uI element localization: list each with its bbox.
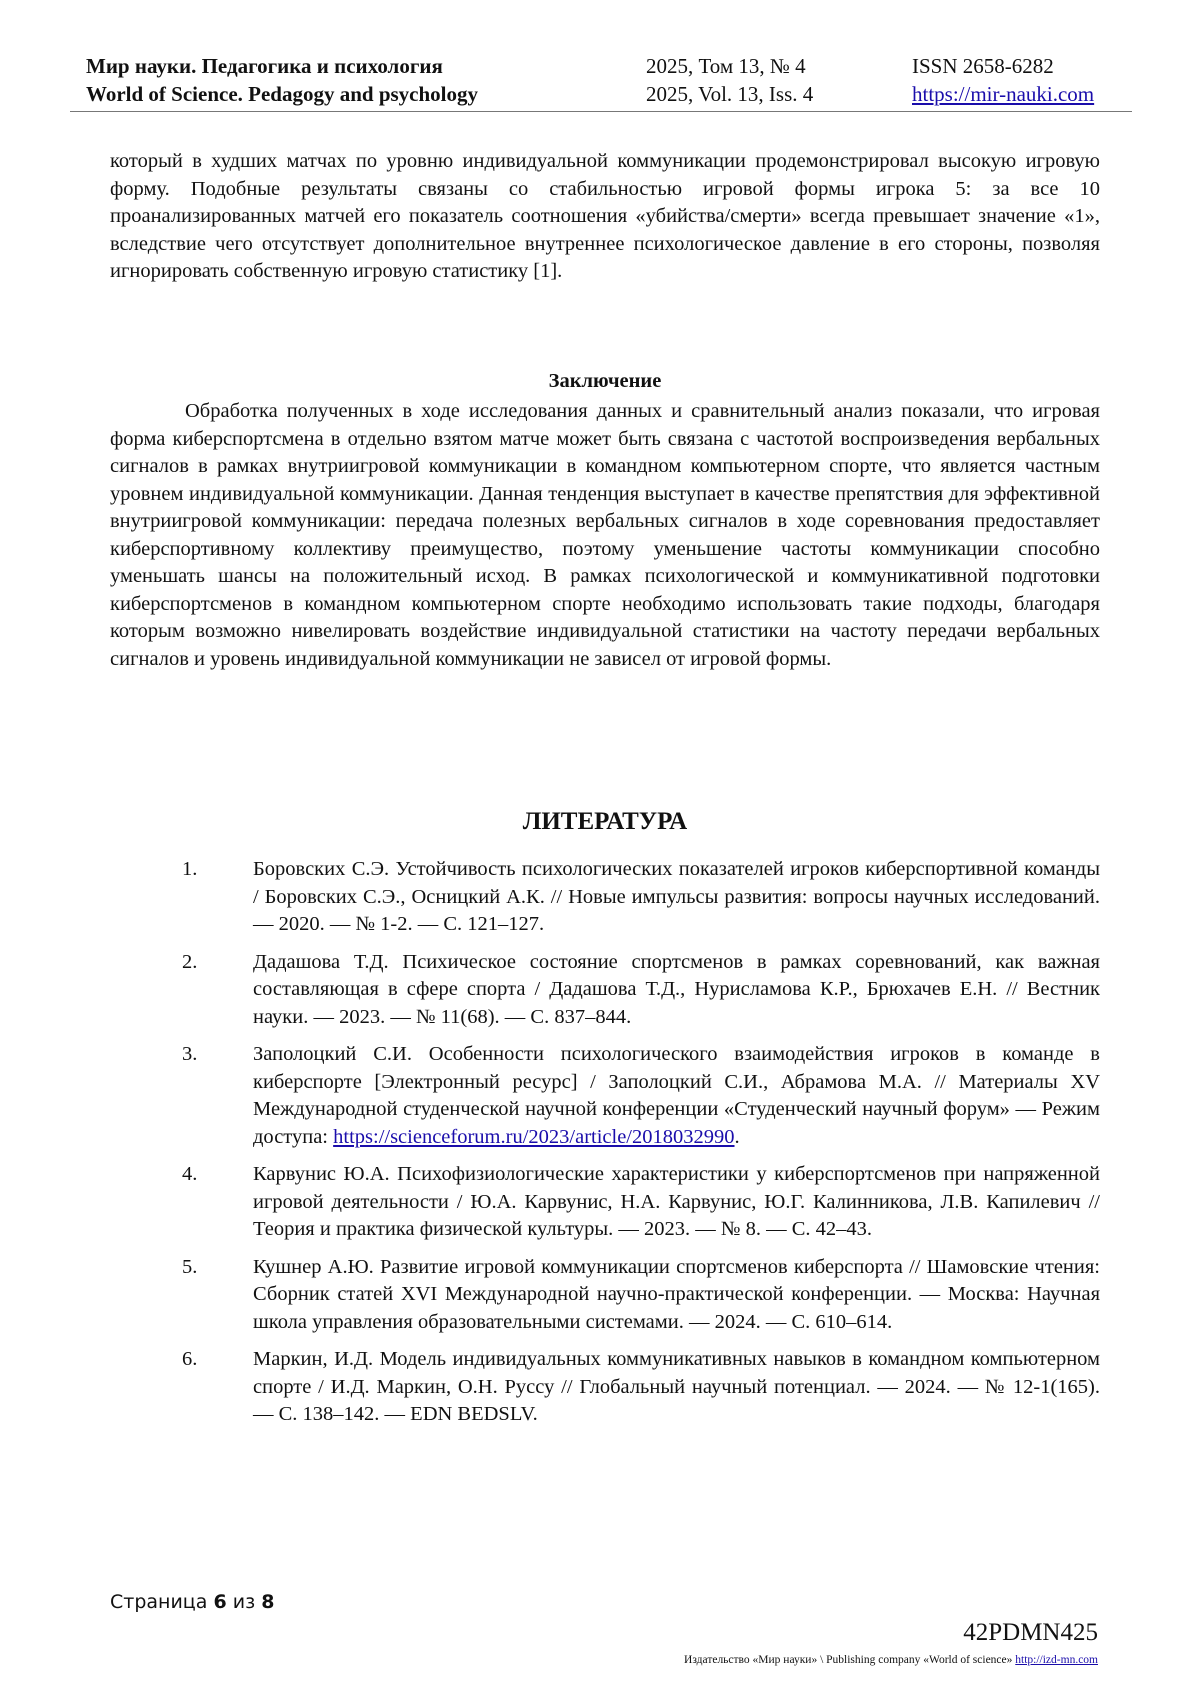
- page-current: 6: [213, 1591, 227, 1613]
- reference-text: Дадашова Т.Д. Психическое состояние спортсменов в рамках соревнований, как важная составляющая в сфере спорта / Дадашова Т.Д., Нурисламова К.Р., Брюхачев Е.Н. // Вестник науки. — 2023. — № 11(68). — С. 837–844.: [253, 950, 1100, 1028]
- journal-header: [86, 52, 1126, 112]
- issn-number: ISSN 2658-6282: [912, 54, 1054, 78]
- reference-item: [110, 949, 1100, 1032]
- publisher-line: [684, 1652, 1098, 1668]
- reference-number: 4.: [182, 1163, 198, 1185]
- article-code: 42PDMN425: [963, 1619, 1098, 1646]
- issn-block: [912, 52, 1094, 108]
- body-paragraph: который в худших матчах по уровню индивидуальной коммуникации продемонстрировал высокую игровую форму. Подобные результаты связаны со стабильностью игровой формы игрока 5: за все 10 проанализированных матчей его показатель соотношения «убийства/смерти» всегда превышает значение «1», вследствие чего отсутствует дополнительное внутреннее психологическое давление в его стороны, позволяя игнорировать собственную игровую статистику [1].: [110, 150, 1100, 282]
- journal-title-en: World of Science. Pedagogy and psychology: [86, 82, 479, 106]
- reference-item: [110, 1346, 1100, 1429]
- conclusion-paragraph: Обработка полученных в ходе исследования данных и сравнительный анализ показали, что игровая форма киберспортсмена в отдельно взятом матче может быть связана с частотой воспроизведения вербальных сигналов в рамках внутриигровой коммуникации в командном компьютерном спорте, что является частным уровнем индивидуальной коммуникации. Данная тенденция выступает в качестве препятствия для эффективной внутриигровой коммуникации: передача полезных вербальных сигналов в ходе соревнования предоставляет киберспортивному коллективу преимущество, поэтому уменьшение частоты коммуникации способно уменьшать шансы на положительный исход. В рамках психологической и коммуникативной подготовки киберспортсменов в командном компьютерном спорте необходимо использовать такие подходы, благодаря которым возможно нивелировать воздействие индивидуальной статистики на частоту передачи вербальных сигналов и уровень индивидуальной коммуникации не зависел от игровой формы.: [110, 400, 1100, 670]
- references-list: [110, 856, 1100, 1439]
- issue-info: [646, 52, 813, 108]
- reference-text: Маркин, И.Д. Модель индивидуальных коммуникативных навыков в командном компьютерном спорте / И.Д. Маркин, О.Н. Руссу // Глобальный научный потенциал. — 2024. — № 12-1(165). — С. 138–142. — EDN BEDSLV.: [253, 1348, 1100, 1425]
- reference-number: 3.: [182, 1043, 198, 1065]
- page-of: из: [232, 1591, 256, 1613]
- reference-item: [110, 856, 1100, 939]
- journal-title-ru: Мир науки. Педагогика и психология: [86, 54, 443, 78]
- reference-suffix: .: [734, 1125, 740, 1148]
- reference-text: Боровских С.Э. Устойчивость психологических показателей игроков киберспортивной команды / Боровских С.Э., Осницкий А.К. // Новые импульсы развития: вопросы научных исследований. — 2020. — № 1-2. — С. 121–127.: [253, 858, 1100, 935]
- journal-title: [86, 52, 478, 108]
- reference-url-link[interactable]: https://scienceforum.ru/2023/article/2018032990: [333, 1125, 735, 1148]
- issue-info-ru: 2025, Том 13, № 4: [646, 54, 806, 78]
- reference-number: 1.: [182, 858, 198, 880]
- page-total: 8: [261, 1591, 275, 1613]
- publisher-text: Издательство «Мир науки» \ Publishing company «World of science»: [684, 1654, 1013, 1666]
- reference-number: 5.: [182, 1255, 198, 1278]
- references-heading: ЛИТЕРАТУРА: [522, 808, 688, 835]
- header-divider: [70, 111, 1132, 112]
- page-label: Страница: [110, 1591, 208, 1613]
- journal-url-link[interactable]: https://mir-nauki.com: [912, 82, 1095, 106]
- reference-item: [110, 1161, 1100, 1244]
- issue-info-en: 2025, Vol. 13, Iss. 4: [646, 82, 814, 106]
- reference-item: [110, 1041, 1100, 1151]
- reference-text: Заполоцкий С.И. Особенности психологического взаимодействия игроков в команде в киберспорте [Электронный ресурс] / Заполоцкий С.И., Абрамова М.А. // Материалы XV Международной студенческой научной конференции «Студенческий научный форум» — Режим доступа:: [253, 1043, 1100, 1148]
- publisher-url-link[interactable]: http://izd-mn.com: [1015, 1654, 1098, 1666]
- conclusion-heading: Заключение: [548, 370, 662, 392]
- page-counter: [110, 1590, 274, 1614]
- reference-text: Карвунис Ю.А. Психофизиологические характеристики у киберспортсменов при напряженной игровой деятельности / Ю.А. Карвунис, Н.А. Карвунис, Ю.Г. Калинникова, Л.В. Капилевич // Теория и практика физической культуры. — 2023. — № 8. — С. 42–43.: [253, 1163, 1100, 1240]
- reference-item: [110, 1254, 1100, 1337]
- reference-text: Кушнер А.Ю. Развитие игровой коммуникации спортсменов киберспорта // Шамовские чтения: Сборник статей XVI Международной научно-практической конференции. — Москва: Научная школа управления образовательными системами. — 2024. — С. 610–614.: [253, 1255, 1100, 1333]
- reference-number: 2.: [182, 950, 198, 973]
- reference-number: 6.: [182, 1348, 198, 1370]
